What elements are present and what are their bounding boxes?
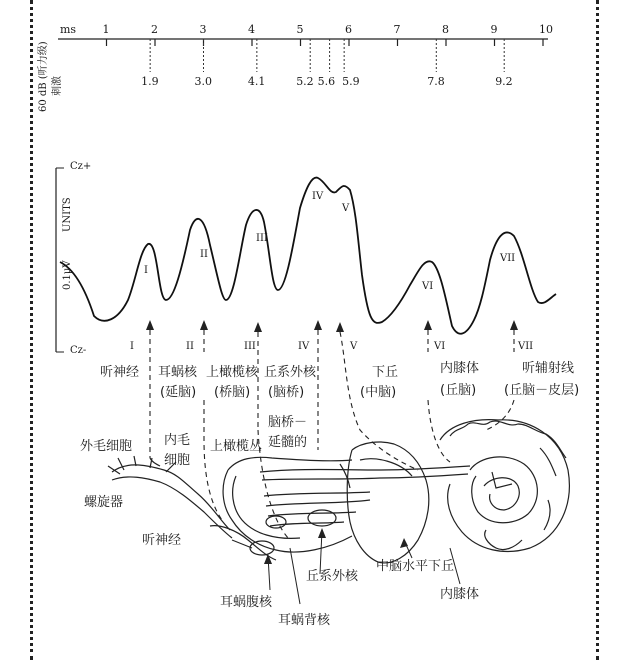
generator-sublabel-2: (延脑) xyxy=(160,385,197,400)
ventral-cochlear-label: 耳蜗腹核 xyxy=(220,595,273,610)
scale-unit: ms xyxy=(60,23,77,36)
scale-tick-label: 7 xyxy=(393,23,401,36)
latency-label: 9.2 xyxy=(495,75,513,88)
cz-minus-label: Cz- xyxy=(70,345,87,356)
latency-label: 3.0 xyxy=(194,75,212,88)
peak-label-7: VII xyxy=(500,253,516,264)
generator-label-3: 上橄榄核 xyxy=(206,365,259,380)
generator-sublabel-5: (中脑) xyxy=(360,385,397,400)
outer-hair-cell-label: 外毛细胞 xyxy=(80,439,133,454)
generator-label-1: 听神经 xyxy=(100,365,140,380)
scale-tick-label: 8 xyxy=(442,23,449,36)
generator-sublabel-6: (丘脑) xyxy=(440,383,477,398)
scale-tick-label: 6 xyxy=(345,23,352,36)
latency-markers xyxy=(150,39,504,72)
generator-label-2: 耳蜗核 xyxy=(158,365,198,380)
peak-label-3: III xyxy=(256,233,268,244)
cochlea-label: 螺旋器 xyxy=(84,495,124,510)
units-label: UNITS xyxy=(62,197,73,232)
stimulus-label: 刺激 xyxy=(52,76,63,96)
latency-label: 5.2 xyxy=(296,75,314,88)
scale-tick-label: 9 xyxy=(490,23,498,36)
generator-numeral-1: I xyxy=(130,341,134,352)
scale-tick-label: 1 xyxy=(102,23,110,36)
abr-waveform xyxy=(60,178,556,334)
generator-sublabel-7: (丘脑－皮层) xyxy=(504,383,580,398)
peak-label-4: IV xyxy=(312,191,324,202)
mgb-label: 内膝体 xyxy=(440,587,480,602)
generator-numeral-4: IV xyxy=(298,341,310,352)
generator-numeral-7: VII xyxy=(518,341,534,352)
midbrain-ic-label: 中脑水平下丘 xyxy=(376,559,455,574)
generator-sublabel-3: (桥脑) xyxy=(214,385,251,400)
inner-hair-cell-label-2: 细胞 xyxy=(164,453,191,468)
cz-plus-label: Cz+ xyxy=(70,161,92,172)
lemniscus-nucleus-label: 丘系外核 xyxy=(306,569,359,584)
latency-label: 5.9 xyxy=(342,75,360,88)
generator-numeral-5: V xyxy=(350,341,358,352)
amplitude-label: 0.1μV xyxy=(62,260,73,290)
auditory-nerve-label: 听神经 xyxy=(142,533,182,548)
generator-label-4: 丘系外核 xyxy=(264,365,317,380)
generator-sublabel-4: (脑桥) xyxy=(268,385,305,400)
peak-label-5: V xyxy=(342,203,350,214)
pons-label-2: 延髓的 xyxy=(268,435,308,450)
generator-numeral-6: VI xyxy=(434,341,446,352)
peak-label-6: VI xyxy=(422,281,434,292)
inner-hair-cell-label-1: 内毛 xyxy=(164,433,191,448)
latency-label: 4.1 xyxy=(247,75,266,88)
generator-label-6: 内膝体 xyxy=(440,361,480,376)
superior-olive-label: 上橄榄丛 xyxy=(210,439,263,454)
pons-label-1: 脑桥－ xyxy=(268,415,308,430)
latency-label: 5.6 xyxy=(317,75,336,88)
latency-label: 1.9 xyxy=(141,75,159,88)
scale-tick-label: 5 xyxy=(296,23,304,36)
peak-label-2: II xyxy=(200,249,208,260)
dorsal-cochlear-label: 耳蜗背核 xyxy=(278,613,331,628)
generator-label-7: 听辅射线 xyxy=(522,361,575,376)
generator-label-5: 下丘 xyxy=(372,365,399,380)
generator-numeral-2: II xyxy=(186,341,194,352)
stimulus-level-label: 60 dB (听力级) xyxy=(38,41,49,112)
scale-tick-label: 4 xyxy=(248,23,255,36)
scale-tick-label: 2 xyxy=(151,23,158,36)
peak-label-1: I xyxy=(144,265,148,276)
generator-numeral-3: III xyxy=(244,341,256,352)
generator-arrowheads xyxy=(146,320,518,332)
latency-label: 7.8 xyxy=(427,75,445,88)
time-scale-ticks xyxy=(107,39,544,46)
scale-tick-label: 10 xyxy=(539,23,553,36)
scale-tick-label: 3 xyxy=(199,23,207,36)
